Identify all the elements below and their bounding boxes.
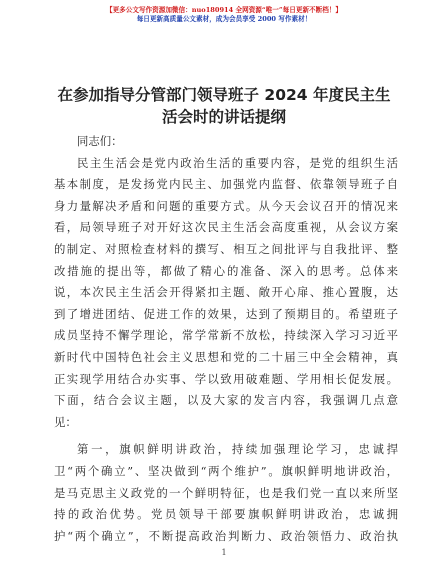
text-line: 成员坚持不懈学理论，常学常新不放松，持续深入学习习近平: [54, 328, 398, 343]
document-title: [40, 84, 408, 128]
text-line: 看，局领导班子对开好这次民主生活会高度重视，从会议方案: [54, 220, 398, 235]
text-line: 是马克思主义政党的一个鲜明特征，也是我们党一直以来所坚: [54, 485, 398, 500]
document-body: [54, 131, 398, 547]
text-line: 新时代中国特色社会主义思想和党的二十届三中全会精神，真: [54, 349, 398, 364]
text-line: 卫“两个确立”、坚决做到“两个维护”。旗帜鲜明地讲政治，: [54, 463, 398, 478]
text-line: 第一，旗帜鲜明讲政治，持续加强理论学习，忠诚捍: [77, 442, 398, 457]
text-line: 身力量解决矛盾和问题的重要方式。从今天会议召开的情况来: [54, 198, 398, 213]
text-line: 下面，结合会议主题，以及大家的发言内容，我强调几点意: [54, 393, 398, 408]
paragraph-2: [54, 439, 398, 547]
promo-line-2: 每日更新高质量公文素材，成为会员享受 2000 写作素材！: [136, 15, 312, 23]
promo-line-1: 【更多公文写作资源加微信：nuo180914 全网资源“唯一”每日更新不断档！】: [105, 6, 343, 14]
text-line: 正实现学用结合办实事、学以致用破难题、学用相长促发展。: [54, 371, 398, 386]
text-line: 护“两个确立”，不断提高政治判断力、政治领悟力、政治执: [54, 528, 398, 543]
text-line: 民主生活会是党内政治生活的重要内容，是党的组织生活: [77, 155, 398, 170]
text-line: 到了增进团结、促进工作的效果，达到了预期目的。希望班子: [54, 306, 398, 321]
paragraph-1: [54, 153, 398, 434]
title-line: 在参加指导分管部门领导班子 2024 年度民主生: [57, 86, 391, 104]
text-line: 见：: [54, 414, 77, 429]
text-line: 改措施的提出等，都做了精心的准备、深入的思考。总体来: [54, 263, 398, 278]
title-line: 活会时的讲话提纲: [161, 108, 286, 126]
text-line: 基本制度，是发扬党内民主、加强党内监督、依靠领导班子自: [54, 177, 398, 192]
text-line: 持的政治优势。党员领导干部要旗帜鲜明讲政治，忠诚拥: [54, 507, 398, 522]
text-line: 的制定、对照检查材料的撰写、相互之间批评与自我批评、整: [54, 241, 398, 256]
page-number: 1: [221, 548, 227, 557]
salutation: 同志们：: [77, 134, 123, 148]
text-line: 说，本次民主生活会开得紧扣主题、敞开心扉、推心置腹，达: [54, 285, 398, 300]
header-banner: [0, 6, 448, 24]
